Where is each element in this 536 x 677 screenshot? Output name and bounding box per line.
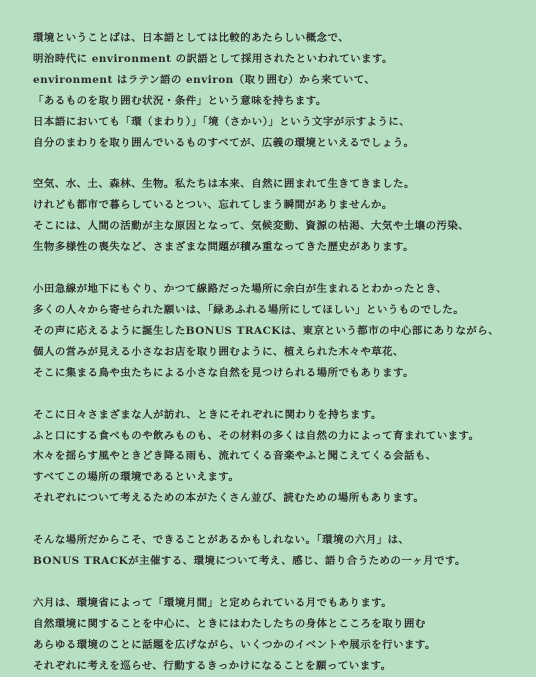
text-line: 木々を揺らす風やときどき降る雨も、流れてくる音楽やふと聞こえてくる会話も、 — [33, 450, 437, 463]
text-line: それぞれについて考えるための本がたくさん並び、読むための場所もあります。 — [33, 492, 425, 505]
paragraph-bonus-track — [33, 279, 516, 384]
text-line: その声に応えるように誕生したBONUS TRACKは、東京という都市の中心部にありながら、 — [33, 324, 500, 337]
text-line: 自分のまわりを取り囲んでいるものすべてが、広義の環境といえるでしょう。 — [33, 136, 415, 149]
text-line: そこには、人間の活動が主な原因となって、気候変動、資源の枯渇、大気や土壌の汚染、 — [33, 220, 470, 233]
text-line: 六月は、環境省によって「環境月間」と定められている月でもあります。 — [33, 596, 393, 609]
text-line: environment はラテン語の environ（取り囲む）から来ていて、 — [33, 73, 376, 86]
text-line: ふと口にする食べものや飲みものも、その材料の多くは自然の力によって育まれています。 — [33, 429, 480, 442]
text-line: 個人の営みが見える小さなお店を取り囲むように、植えられた木々や草花、 — [33, 345, 404, 358]
text-line: そこに日々さまざまな人が訪れ、ときにそれぞれに関わりを持ちます。 — [33, 408, 382, 421]
text-line: そんな場所だからこそ、できることがあるかもしれない。「環境の六月」は、 — [33, 534, 410, 547]
text-line: 日本語においても「環（まわり）」「境（さかい）」という文字が示すように、 — [33, 115, 411, 128]
text-line: 生物多様性の喪失など、さまざまな問題が積み重なってきた歴史があります。 — [33, 241, 415, 254]
text-line: 多くの人々から寄せられた願いは、「緑あふれる場所にしてほしい」というものでした。 — [33, 303, 465, 316]
text-line: 環境ということばは、日本語としては比較的あたらしい概念で、 — [33, 32, 350, 44]
text-line: 自然環境に関することを中心に、ときにはわたしたちの身体とこころを取り囲む — [33, 617, 426, 630]
text-line: それぞれに考えを巡らせ、行動するきっかけになることを願っています。 — [33, 659, 392, 672]
text-line: BONUS TRACKが主催する、環境について考え、感じ、語り合うための一ヶ月です。 — [33, 555, 466, 568]
text-line: けれども都市で暮らしているとつい、忘れてしまう瞬間がありませんか。 — [33, 199, 393, 212]
text-line: 「あるものを取り囲む状況・条件」という意味を持ちます。 — [33, 94, 327, 107]
text-line: 明治時代に environment の訳語として採用されたといわれています。 — [33, 52, 393, 65]
paragraph-daily-life — [33, 405, 516, 510]
text-line: 小田急線が地下にもぐり、かつて線路だった場所に余白が生まれるとわかったとき、 — [33, 283, 448, 296]
paragraph-intro — [33, 28, 516, 153]
paragraph-june-event — [33, 530, 516, 572]
paragraph-environment-month — [33, 593, 516, 677]
text-line: 空気、水、土、森林、生物。私たちは本来、自然に囲まれて生きてきました。 — [33, 178, 415, 191]
text-line: すべてこの場所の環境であるといえます。 — [33, 471, 240, 484]
paragraph-nature — [33, 174, 516, 258]
text-line: あらゆる環境のことに話題を広げながら、いくつかのイベントや展示を行います。 — [33, 638, 436, 651]
text-line: そこに集まる鳥や虫たちによる小さな自然を見つけられる場所でもあります。 — [33, 366, 415, 379]
